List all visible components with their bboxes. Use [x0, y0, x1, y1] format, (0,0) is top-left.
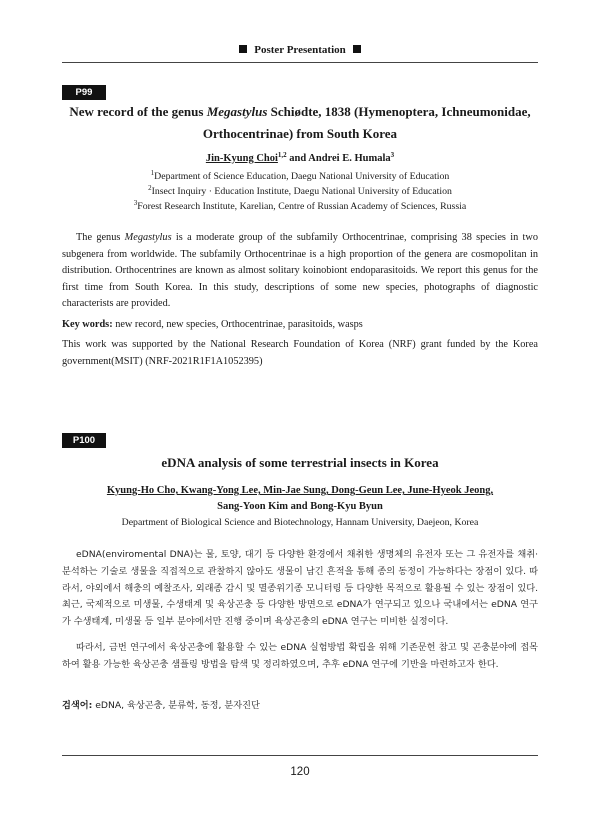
affiliation-line: $^3$Forest Research Institute, Karelian, Centre of Russian Academy of Sciences, Russia [133, 199, 467, 212]
p99-presenting-author: Jin-Kyung Choi [205, 153, 278, 164]
p99-title-line2: Orthocentrinae) from South Korea [202, 126, 398, 141]
p99-title: New record of the genus Megastylus Schiødte, 1838 (Hymenoptera, Ichneumonidae, Orthocentrinae) from South Korea [69, 104, 531, 141]
p100-title: eDNA analysis of some terrestrial insects in Korea [161, 455, 439, 470]
page-number: 120 [290, 766, 310, 778]
p100-keywords: 검색어: eDNA, 육상곤충, 분류학, 동정, 분자진단 [62, 700, 260, 711]
section-header [0, 44, 600, 56]
p99-abstract: The genus Megastylus is a moderate group of the subfamily Orthocentrinae, comprising 38 species in two subgenera from worldwide. The subfamily Orthocentrinae is a high proportion of the genera are cosmopolitan in distribution. Orthocentrines are known as almost solitary koinobiont endoparasitoids. We report this genus for the first time from South Korea. In this study, descriptions of some new species, photographs of diagnostic characterists are provided. [62, 232, 538, 309]
p100-abstract-para2: 따라서, 금번 연구에서 육상곤충에 활용할 수 있는 eDNA 실험방법 확립을 위해 기존문헌 참고 및 곤충분야에 접목하여 활용 가능한 육상곤충 샘플링 방법을 탐색 및 정리하였으며, 추후 eDNA 연구에 기반을 마련하고자 한다. [62, 642, 538, 670]
p100-abstract-para1: eDNA(enviromental DNA)는 물, 토양, 대기 등 다양한 환경에서 채취한 생명체의 유전자 또는 그 유전자를 채취·분석하는 기술로 생물을 직접적으로 관찰하지 않아도 생물이 남긴 흔적을 통해 종의 동정이 가능하다는 장점이 있다. 따라서, 야외에서 해충의 예찰조사, 외래종 감시 및 멸종위기종 모니터링 등 다양한 목적으로 활용될 수 있는 장점이 있다. 최근, 국제적으로 미생물, 수생태계 및 육상곤충 등 다양한 방면으로 eDNA가 연구되고 있으나 국내에서는 eDNA 연구가 수생태계, 미생물 등 일부 분야에서만 진행 중이며 육상곤충의 eDNA 연구는 미비한 실정이다. [62, 549, 538, 628]
p100-authors-line1: Kyung-Ho Cho, Kwang-Yong Lee, Min-Jae Sung, Dong-Geun Lee, June-Hyeok Jeong, [106, 485, 494, 496]
square-bullet-icon [353, 45, 361, 53]
poster-badge-p100: P100 [62, 433, 106, 448]
p100-authors [62, 483, 538, 515]
p100-affiliation: Department of Biological Science and Biotechnology, Hannam University, Daejeon, Korea [121, 517, 479, 528]
affiliation-line: $^2$Insect Inquiry · Education Institute, Daegu National University of Education [148, 184, 452, 197]
p99-title-genus: Megastylus [206, 104, 268, 119]
square-bullet-icon [239, 45, 247, 53]
footer-divider [62, 755, 538, 756]
p99-affiliations [62, 169, 538, 214]
section-header-label: Poster Presentation [254, 44, 346, 56]
p99-keywords: Key words: new record, new species, Orthocentrinae, parasitoids, wasps [62, 319, 363, 330]
header-divider [62, 62, 538, 63]
affiliation-line: $^1$Department of Science Education, Daegu National University of Education [150, 169, 450, 182]
poster-badge-p99: P99 [62, 85, 106, 100]
p100-authors-line2: Sang-Yoon Kim and Bong-Kyu Byun [217, 501, 383, 512]
p99-funding: This work was supported by the National Research Foundation of Korea (NRF) grant funded by the Korea government(MSIT) (NRF-2021R1F1A1052395) [62, 339, 538, 367]
p99-authors: Jin-Kyung Choi$^{1,2}$ and Andrei E. Humala$^3$ [205, 151, 395, 164]
